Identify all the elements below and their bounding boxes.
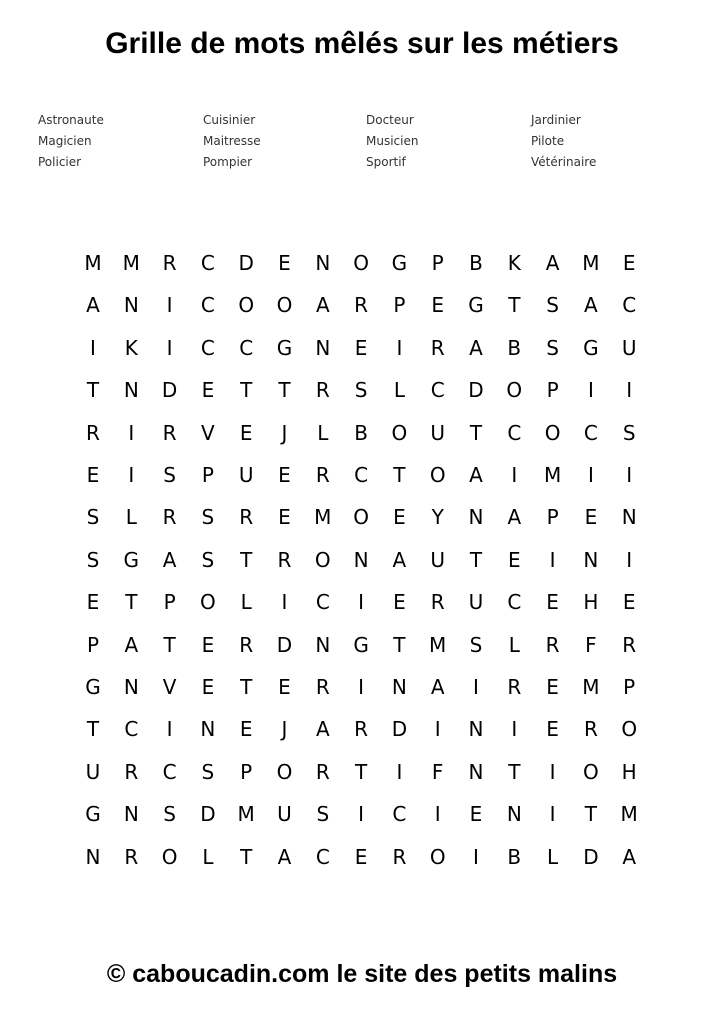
page-title: Grille de mots mêlés sur les métiers — [105, 27, 619, 60]
grid-letter: V — [201, 420, 215, 445]
grid-letter: I — [166, 335, 173, 360]
grid-letter: P — [546, 378, 559, 403]
grid-letter: A — [162, 547, 177, 572]
grid-letter: M — [314, 505, 332, 530]
grid-letter: R — [583, 717, 598, 742]
grid-letter: F — [585, 632, 597, 657]
grid-letter: M — [582, 675, 600, 699]
grid-letter: E — [86, 590, 100, 615]
grid-letter: H — [583, 590, 599, 615]
grid-letter: E — [354, 844, 368, 869]
grid-letter: N — [353, 547, 369, 572]
grid-letter: C — [583, 420, 598, 445]
grid-letter: N — [123, 293, 139, 318]
grid-letter: S — [201, 547, 215, 572]
grid-letter: H — [621, 759, 637, 784]
grid-letter: T — [86, 717, 100, 742]
grid-letter: T — [240, 844, 253, 869]
grid-letter: N — [123, 378, 139, 403]
grid-letter: A — [86, 293, 100, 318]
grid-letter: N — [200, 717, 216, 742]
grid-letter: U — [238, 463, 254, 487]
grid-letter: D — [276, 632, 293, 657]
grid-letter: L — [393, 378, 405, 403]
grid-letter: E — [239, 717, 253, 742]
grid-letter: I — [281, 590, 288, 615]
grid-letter: E — [201, 675, 215, 699]
grid-letter: S — [201, 759, 215, 784]
grid-letter: I — [396, 335, 403, 360]
word-list-item: Pilote — [531, 134, 565, 148]
grid-letter: M — [620, 802, 638, 827]
grid-letter: T — [469, 547, 483, 572]
grid-letter: S — [201, 505, 215, 530]
grid-letter: E — [393, 590, 406, 615]
grid-letter: I — [358, 590, 365, 615]
grid-letter: B — [469, 251, 483, 275]
grid-letter: G — [353, 632, 369, 657]
grid-letter: N — [315, 251, 331, 275]
grid-letter: T — [469, 420, 483, 445]
grid-letter: A — [622, 844, 637, 869]
grid-letter: R — [545, 632, 560, 657]
grid-letter: N — [621, 505, 637, 530]
grid-letter: A — [507, 505, 522, 530]
grid-letter: O — [353, 251, 369, 275]
grid-letter: I — [166, 293, 173, 318]
grid-letter: P — [546, 505, 559, 530]
grid-letter: R — [392, 844, 407, 869]
grid-letter: R — [162, 251, 177, 275]
grid-letter: U — [430, 547, 445, 572]
grid-letter: I — [511, 717, 518, 742]
grid-letter: U — [430, 420, 445, 445]
grid-letter: U — [468, 590, 484, 615]
grid-letter: U — [277, 802, 292, 827]
grid-letter: S — [546, 293, 559, 318]
grid-letter: I — [90, 335, 96, 360]
grid-letter: C — [507, 590, 522, 615]
grid-letter: C — [124, 717, 139, 742]
grid-letter: F — [431, 759, 444, 784]
grid-letter: I — [626, 378, 633, 403]
grid-letter: R — [315, 463, 330, 487]
grid-letter: E — [201, 378, 215, 403]
grid-letter: N — [468, 759, 484, 784]
grid-letter: I — [587, 463, 594, 487]
grid-letter: N — [123, 802, 139, 827]
grid-letter: C — [200, 335, 215, 360]
grid-letter: T — [278, 378, 291, 403]
grid-letter: C — [315, 844, 330, 869]
grid-letter: R — [507, 675, 522, 699]
grid-letter: R — [354, 717, 369, 742]
grid-letter: T — [584, 802, 597, 827]
grid-letter: A — [469, 463, 483, 487]
grid-letter: T — [240, 547, 253, 572]
grid-letter: U — [85, 759, 101, 784]
grid-letter: N — [123, 675, 139, 699]
grid-letter: I — [549, 802, 556, 827]
grid-letter: M — [543, 463, 562, 487]
grid-letter: M — [237, 802, 255, 827]
grid-letter: G — [276, 335, 293, 360]
grid-letter: I — [473, 675, 479, 699]
grid-letter: S — [622, 420, 636, 445]
grid-letter: E — [546, 675, 559, 699]
grid-letter: L — [508, 632, 520, 657]
grid-letter: C — [354, 463, 369, 487]
grid-letter: A — [315, 293, 330, 318]
word-list-item: Policier — [38, 155, 82, 169]
grid-letter: I — [626, 463, 633, 487]
grid-letter: J — [281, 717, 288, 742]
grid-letter: M — [429, 632, 447, 657]
grid-letter: O — [506, 378, 523, 403]
grid-letter: B — [354, 420, 368, 445]
grid-letter: O — [238, 293, 255, 318]
grid-letter: S — [546, 335, 559, 360]
grid-letter: A — [430, 675, 445, 699]
grid-letter: L — [547, 844, 559, 869]
grid-letter: E — [201, 632, 215, 657]
grid-letter: E — [278, 505, 291, 530]
grid-letter: T — [163, 632, 176, 657]
grid-letter: I — [128, 420, 135, 445]
grid-letter: S — [163, 463, 176, 487]
grid-letter: E — [86, 463, 100, 487]
grid-letter: I — [434, 802, 441, 827]
grid-letter: K — [507, 251, 521, 275]
grid-letter: G — [468, 293, 484, 318]
grid-letter: R — [430, 335, 445, 360]
grid-letter: O — [544, 420, 561, 445]
grid-letter: D — [468, 378, 484, 403]
grid-letter: E — [278, 675, 291, 699]
grid-letter: R — [124, 844, 139, 869]
word-list — [38, 110, 678, 176]
grid-letter: R — [162, 505, 177, 530]
grid-letter: P — [201, 463, 214, 487]
grid-letter: T — [240, 378, 253, 403]
grid-letter: G — [123, 547, 140, 572]
grid-letter: C — [430, 378, 445, 403]
grid-letter: G — [85, 675, 101, 699]
grid-letter: I — [396, 759, 403, 784]
grid-letter: I — [511, 463, 518, 487]
grid-letter: E — [546, 590, 559, 615]
copyright-footer: © caboucadin.com le site des petits malins — [106, 960, 618, 988]
grid-letter: E — [622, 590, 636, 615]
grid-letter: N — [506, 802, 522, 827]
grid-letter: C — [315, 590, 330, 615]
grid-letter: U — [621, 335, 637, 360]
grid-letter: R — [354, 293, 369, 318]
grid-letter: C — [392, 802, 407, 827]
grid-letter: S — [163, 802, 176, 827]
grid-letter: N — [391, 675, 407, 699]
grid-letter: R — [162, 420, 177, 445]
grid-letter: S — [469, 632, 483, 657]
grid-letter: R — [124, 759, 139, 784]
grid-letter: I — [549, 759, 556, 784]
grid-letter: I — [358, 802, 365, 827]
grid-letter: E — [278, 463, 291, 487]
grid-letter: E — [546, 717, 559, 742]
word-list-item: Docteur — [366, 113, 414, 127]
grid-letter: B — [507, 335, 522, 360]
grid-letter: P — [240, 759, 253, 784]
grid-letter: L — [202, 844, 214, 869]
grid-letter: I — [128, 463, 135, 487]
grid-letter: A — [392, 547, 407, 572]
grid-letter: A — [584, 293, 598, 318]
grid-letter: P — [163, 590, 176, 615]
word-list-item: Sportif — [366, 155, 406, 169]
grid-letter: I — [587, 378, 594, 403]
grid-letter: P — [86, 632, 100, 657]
grid-letter: N — [583, 547, 599, 572]
grid-letter: I — [626, 547, 633, 572]
word-list-item: Astronaute — [38, 113, 104, 127]
grid-letter: E — [622, 251, 636, 275]
word-list-item: Jardinier — [531, 113, 581, 127]
grid-letter: T — [508, 759, 521, 784]
grid-letter: V — [162, 675, 177, 699]
grid-letter: J — [281, 420, 288, 445]
grid-letter: E — [278, 251, 291, 275]
grid-letter: N — [85, 844, 101, 869]
grid-letter: L — [125, 505, 137, 530]
grid-letter: R — [277, 547, 292, 572]
word-list-item: Maitresse — [203, 134, 261, 148]
grid-letter: P — [623, 675, 636, 699]
grid-letter: O — [429, 844, 446, 869]
grid-letter: I — [434, 717, 441, 742]
grid-letter: R — [239, 505, 254, 530]
grid-letter: D — [200, 802, 216, 827]
grid-letter: S — [86, 547, 100, 572]
grid-letter: M — [84, 251, 102, 275]
grid-letter: L — [240, 590, 252, 615]
grid-letter: N — [315, 632, 331, 657]
grid-letter: C — [507, 420, 522, 445]
grid-letter: D — [238, 251, 254, 275]
grid-letter: T — [393, 632, 406, 657]
grid-letter: R — [315, 675, 330, 699]
grid-letter: T — [125, 590, 138, 615]
grid-letter: C — [162, 759, 177, 784]
grid-letter: O — [161, 844, 178, 869]
word-list-item: Pompier — [203, 155, 253, 169]
grid-letter: T — [354, 759, 368, 784]
grid-letter: O — [276, 293, 293, 318]
grid-letter: E — [393, 505, 406, 530]
grid-letter: A — [469, 335, 483, 360]
grid-letter: T — [240, 675, 253, 699]
grid-letter: A — [545, 251, 560, 275]
grid-letter: E — [354, 335, 368, 360]
grid-letter: R — [622, 632, 637, 657]
grid-letter: C — [200, 293, 215, 318]
grid-letter: O — [391, 420, 408, 445]
grid-letter: P — [431, 251, 444, 275]
grid-letter: G — [391, 251, 408, 275]
grid-letter: A — [315, 717, 330, 742]
grid-letter: G — [85, 802, 101, 827]
grid-letter: E — [584, 505, 598, 530]
grid-letter: T — [508, 293, 521, 318]
grid-letter: I — [358, 675, 365, 699]
grid-letter: R — [315, 378, 330, 403]
grid-letter: L — [317, 420, 329, 445]
grid-letter: O — [621, 717, 638, 742]
grid-letter: M — [582, 251, 600, 275]
grid-letter: O — [276, 759, 293, 784]
grid-letter: D — [161, 378, 178, 403]
grid-letter: O — [353, 505, 369, 530]
grid-letter: I — [166, 717, 173, 742]
grid-letter: I — [549, 547, 556, 572]
grid-letter: T — [86, 378, 100, 403]
grid-letter: R — [86, 420, 100, 445]
grid-letter: O — [200, 590, 216, 615]
grid-letter: P — [393, 293, 406, 318]
grid-letter: N — [468, 505, 484, 530]
grid-letter: S — [86, 505, 100, 530]
grid-letter: M — [122, 251, 140, 275]
grid-letter: E — [507, 547, 521, 572]
grid-letter: C — [200, 251, 215, 275]
grid-letter: D — [391, 717, 408, 742]
grid-letter: A — [124, 632, 139, 657]
grid-letter: C — [622, 293, 637, 318]
grid-letter: R — [430, 590, 445, 615]
grid-letter: N — [468, 717, 484, 742]
grid-letter: Y — [431, 505, 444, 530]
grid-letter: E — [469, 802, 483, 827]
grid-letter: O — [583, 759, 599, 784]
word-list-item: Musicien — [366, 134, 419, 148]
grid-letter: N — [315, 335, 331, 360]
grid-letter: S — [354, 378, 368, 403]
word-list-item: Magicien — [38, 134, 92, 148]
grid-letter: R — [315, 759, 330, 784]
word-list-item: Cuisinier — [203, 113, 256, 127]
grid-letter: G — [583, 335, 599, 360]
grid-letter: R — [239, 632, 254, 657]
grid-letter: A — [277, 844, 292, 869]
grid-letter: C — [239, 335, 254, 360]
grid-letter: E — [239, 420, 253, 445]
grid-letter: D — [583, 844, 599, 869]
word-list-item: Vétérinaire — [531, 155, 597, 169]
grid-letter: S — [316, 802, 330, 827]
grid-letter: B — [507, 844, 522, 869]
grid-letter: K — [124, 335, 138, 360]
grid-letter: I — [473, 844, 479, 869]
grid-letter: E — [431, 293, 444, 318]
grid-letter: T — [393, 463, 406, 487]
grid-letter: O — [429, 463, 446, 487]
grid-letter: O — [314, 547, 331, 572]
